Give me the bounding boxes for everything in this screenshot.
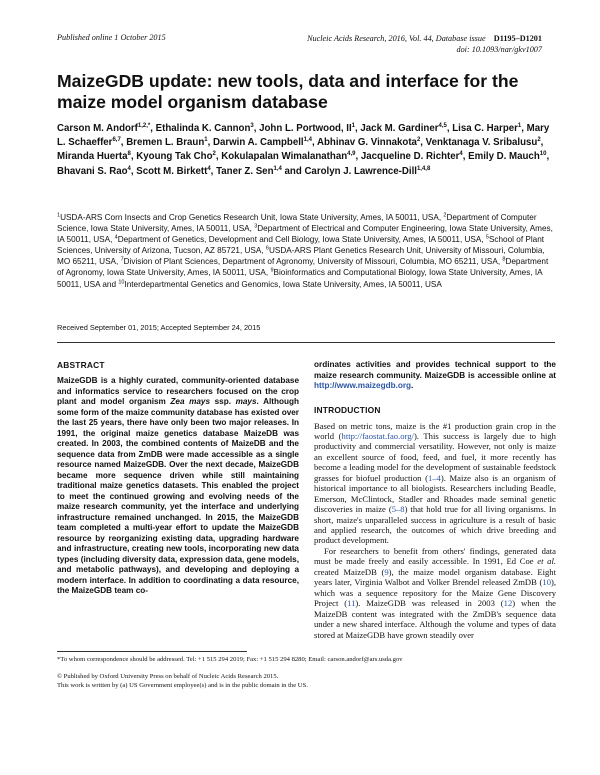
affiliation-text: Department of Genetics, Development and Cell Biology, Iowa State University, Ames, IA 50011, USA,	[117, 235, 486, 245]
intro-paragraph-1: Based on metric tons, maize is the #1 production grain crop in the world (http://faostat.fao.org/). This success is largely due to high productivity and commercial versatility. However, not only is maize an excellent source of food, feed, and fuel, it more recently has become a leading model for the development of sustainable feedstock grasses for biofuel production (1–4). Maize also is an organism of historical importance to all biologists. Researchers including Beadle, Emerson, McClintock, Stadler and Rhoades made seminal genetic discoveries in maize (5–8) that hold true for all living organisms. In short, maize's unparalleled success in agriculture is a result of basic and applied research, the outcomes of which drive breeding and product development.	[314, 420, 557, 546]
author-affiliation-marker: 4	[207, 165, 211, 172]
author-affiliation-marker: 2	[212, 151, 216, 158]
affiliation-text: USDA-ARS Corn Insects and Crop Genetics Research Unit, Iowa State University, Ames, IA 50011, USA,	[60, 213, 444, 222]
author-name: Bremen L. Braun$^1$	[126, 136, 208, 149]
doi: doi: 10.1093/nar/gkv1007	[456, 45, 542, 54]
species-name: Zea mays	[170, 397, 211, 406]
affiliation-text: Bioinformatics and Computational Biology, Iowa State University, Ames, IA 50011, USA and	[57, 268, 543, 289]
author-name: Kokulapalan Wimalanathan$^{4,9}$	[221, 151, 356, 163]
author-name: Kyoung Tak Cho$^2$	[136, 151, 216, 163]
affiliation-number: 5	[485, 234, 489, 241]
introduction-heading: INTRODUCTION	[314, 404, 381, 415]
maizegdb-link[interactable]: http://www.maizegdb.org	[314, 381, 412, 390]
abstract-heading: ABSTRACT	[57, 360, 105, 370]
author-name: Emily D. Mauch$^{10}$	[468, 151, 547, 163]
subspecies-name: mays	[235, 397, 257, 406]
author-affiliation-marker: 4	[459, 151, 463, 158]
affiliation-number: 8	[502, 256, 506, 263]
journal-citation: Nucleic Acids Research, 2016, Vol. 44, Database issue	[307, 34, 486, 43]
author-affiliation-marker: 1,4	[303, 136, 312, 143]
author-name: Miranda Huerta$^8$	[57, 151, 131, 163]
published-date: Published online 1 October 2015	[57, 33, 166, 42]
affiliation-number: 10	[118, 278, 125, 285]
author-affiliation-marker: 6,7	[112, 136, 121, 143]
ref-link[interactable]: 1–4	[427, 472, 441, 483]
author-name: Carolyn J. Lawrence-Dill$^{1,4,8}$	[304, 165, 431, 177]
intro-paragraph-2: For researchers to benefit from others' findings, generated data must be made freely and easily accessible. In 1991, Ed Coe et al. created MaizeDB (9), the maize model organism database. Eight years later, Virginia Walbot and Volker Brendel released ZmDB (10), which was a sequence repository for the Maize Gene Discovery Project (11). MaizeGDB was released in 2003 (12) when the MaizeDB content was integrated with the ZmDB's sequence data under a new shared interface. Although the volume and types of data stored at MaizeGDB have grown steadily over	[314, 545, 556, 640]
author-affiliation-marker: 1	[204, 136, 208, 143]
copyright-line-2: This work is written by (a) US Government employee(s) and is in the public domain in the US.	[57, 682, 308, 689]
author-name: Darwin A. Campbell$^{1,4}$	[212, 136, 312, 149]
affiliation-text: Department of Electrical and Computer Engineering, Iowa State University, Ames, IA 50011, USA,	[57, 224, 553, 245]
affiliation-text: Department of Computer Science, Iowa State University, Ames, IA 50011, USA,	[57, 213, 537, 234]
paper-title: MaizeGDB update: new tools, data and interface for the maize model organism database	[57, 71, 519, 112]
affiliation-text: Division of Plant Sciences, Department of Agronomy, University of Missouri, Columbia, MO 65211, USA,	[123, 257, 503, 267]
author-name: Venktanaga V. Sribalusu$^2$	[425, 136, 541, 149]
author-name: Mary L. Schaeffer$^{6,7}$	[57, 123, 550, 149]
author-affiliation-marker: 2	[416, 136, 421, 143]
journal-header	[307, 33, 542, 55]
author-affiliation-marker: 1,4	[273, 165, 282, 172]
author-affiliation-marker: 1	[351, 122, 356, 129]
author-name: John L. Portwood, $II^1$	[259, 122, 356, 134]
author-name: Lisa C. Harper$^1$	[452, 122, 522, 134]
author-name: Jacqueline D. Richter$^4$	[360, 151, 463, 163]
introduction-text	[314, 421, 556, 641]
abstract-section	[57, 360, 299, 597]
affiliation-list	[57, 212, 557, 290]
affiliation-number: 2	[443, 212, 447, 219]
received-date: Received September 01, 2015; Accepted September 24, 2015	[57, 323, 261, 332]
faostat-link[interactable]: http://faostat.fao.org/	[341, 430, 414, 441]
divider	[57, 342, 555, 343]
author-name: Scott M. Birkett$^4$	[136, 165, 211, 177]
affiliation-text: Department of Agronomy, Iowa State University, Ames, IA 50011, USA,	[57, 257, 549, 278]
author-affiliation-marker: 4	[127, 165, 131, 172]
affiliation-text: School of Plant Sciences, University of Arizona, Tucson, AZ 85721, USA,	[57, 235, 545, 256]
author-affiliation-marker: 3	[250, 122, 254, 129]
ref-link[interactable]: 5–8	[391, 504, 405, 515]
ref-link[interactable]: 10	[542, 577, 551, 588]
correspondence-footnote: *To whom correspondence should be addressed. Tel: +1 515 294 2019; Fax: +1 515 294 8280; Email: carson.andorf@ars.usda.gov	[57, 656, 403, 663]
author-affiliation-marker: 1,4,8	[416, 165, 431, 172]
author-name: Ethalinda K. Cannon$^3$	[155, 122, 254, 134]
author-affiliation-marker: 10	[539, 151, 547, 158]
author-name: Abhinav G. Vinnakota$^2$	[316, 136, 421, 149]
author-affiliation-marker: 1,2,*	[137, 122, 151, 129]
affiliation-number: 9	[270, 267, 274, 274]
ref-link[interactable]: 9	[384, 566, 389, 577]
author-name: Carson M. Andorf$^{1,2,*}$	[57, 122, 151, 134]
affiliation-number: 3	[254, 223, 258, 230]
abstract-text: MaizeGDB is a highly curated, community-oriented database and informatics service to researchers focused on the crop plant and model organism Zea mays ssp. mays. Although some form of the maize community database has existed over the last 25 years, there have only been two major releases. In 1991, the original maize genetics database MaizeDB was created. In 2003, the combined contents of MaizeDB and the sequence data from ZmDB were made accessible as a single resource named MaizeGDB. Over the next decade, MaizeGDB became more sequence driven while still maintaining traditional maize genetics datasets. This enabled the project to meet the continued growing and evolving needs of the maize research community, yet the interface and underlying infrastructure remained unchanged. In 2015, the MaizeGDB team completed a multi-year effort to update the MaizeGDB resource by reorganizing existing data, upgrading hardware and infrastructure, creating new tools, incorporating new data types (including diversity data, expression data, gene models, and metabolic pathways), and developing and deploying a modern interface. In addition to coordinating a data resource, the MaizeGDB team co-	[57, 376, 299, 595]
author-affiliation-marker: 8	[127, 151, 131, 158]
ref-link[interactable]: 12	[503, 598, 513, 609]
author-affiliation-marker: 4,9	[347, 151, 356, 158]
author-name: Bhavani S. Rao$^4$	[57, 165, 131, 177]
author-name: Jack M. Gardiner$^{4,5}$	[360, 122, 447, 134]
author-affiliation-marker: 1	[517, 122, 522, 129]
copyright-notice	[57, 672, 557, 690]
ref-link[interactable]: 11	[347, 598, 356, 609]
affiliation-number: 6	[265, 245, 269, 252]
author-list: Carson M. Andorf$^{1,2,*}$, Ethalinda K. Cannon$^3$, John L. Portwood, $II^1$, Jack M. Gardiner$^{4,5}$, Lisa C. Harper$^1$, Mary L. Schaeffer$^{6,7}$, Bremen L. Braun$^1$, Darwin A. Campbell$^{1,4}$, Abhinav G. Vinnakota$^2$, Venktanaga V. Sribalusu$^2$, Miranda Huerta$^8$, Kyoung Tak Cho$^2$, Kokulapalan Wimalanathan$^{4,9}$, Jacqueline D. Richter$^4$, Emily D. Mauch$^{10}$, Bhavani S. Rao$^4$, Scott M. Birkett$^4$, Taner Z. Sen$^{1,4}$ and Carolyn J. Lawrence-Dill$^{1,4,8}$	[57, 122, 550, 177]
page-range: D1195–D1201	[493, 34, 542, 43]
author-affiliation-marker: 2	[537, 136, 541, 143]
affiliation-text: Interdepartmental Genetics and Genomics, Iowa State University, Ames, IA 50011, USA	[124, 279, 442, 289]
author-affiliation-marker: 4,5	[438, 122, 447, 129]
affiliation-number: 4	[114, 234, 118, 241]
affiliation-number: 7	[120, 256, 124, 263]
copyright-line-1: © Published by Oxford University Press on behalf of Nucleic Acids Research 2015.	[57, 673, 279, 680]
author-name: Taner Z. Sen$^{1,4}$	[216, 165, 282, 177]
abstract-continuation: ordinates activities and provides technical support to the maize research community. MaizeGDB is accessible online at http://www.maizegdb.org.	[314, 360, 556, 390]
right-column	[314, 360, 556, 640]
affiliation-number: 1	[57, 212, 61, 219]
footnote-divider	[57, 651, 247, 652]
affiliation-text: USDA-ARS Plant Genetics Research Unit, University of Missouri, Columbia, MO 65211, USA,	[57, 246, 545, 267]
